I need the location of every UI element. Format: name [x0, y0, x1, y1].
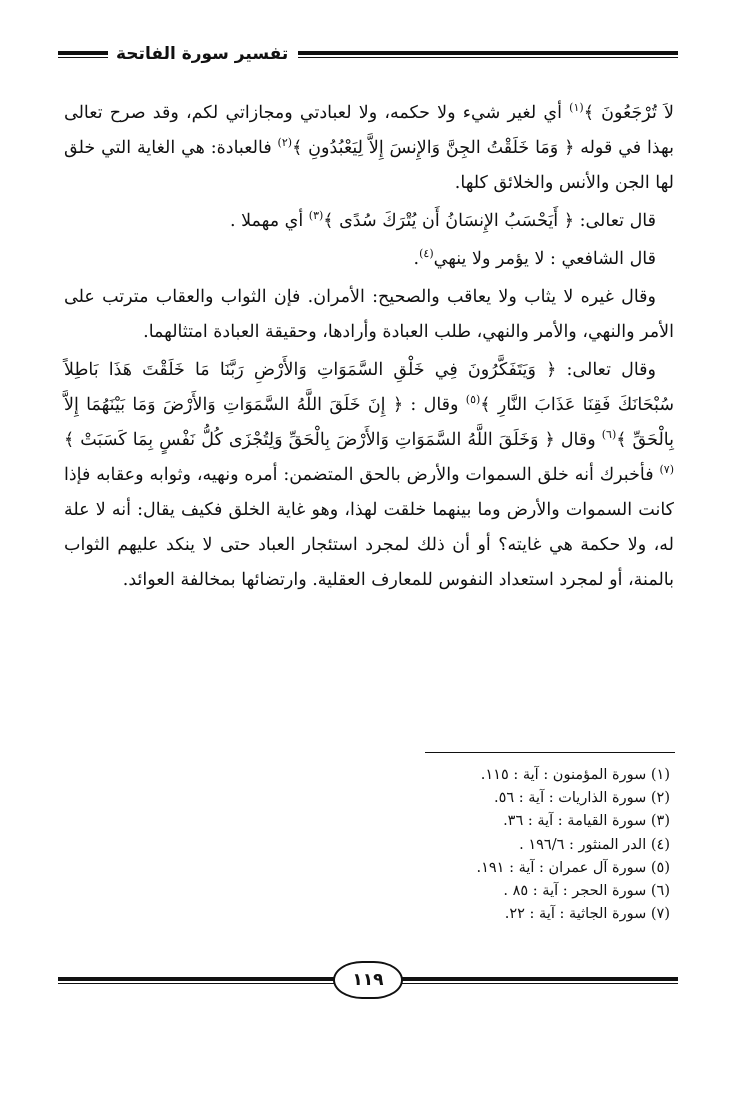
page-footer — [58, 962, 678, 998]
body-text: فأخبرك أنه خلق السموات والأرض بالحق المتضمن: أمره ونهيه، وثوابه وعقابه فإذا كانت السموات والأرض وما بينهما خلقت لهذا، وهو غاية الخلق فكيف يقال: أنه لا علة له، ولا حكمة هي غايته؟ أو أن ذلك لمجرد استئجار العباد حتى لا ينكد عليهم الثواب بالمنة، أو لمجرد استعداد النفوس للمعارف العقلية. وارتضائها بمخالفة العوائد. — [64, 465, 674, 590]
footnote-marker: (٤) — [419, 247, 434, 261]
footnote-separator — [425, 752, 675, 753]
paragraph-1 — [64, 96, 674, 201]
quran-verse: ﴿ إِنَ خَلَقَ اللَّهُ السَّمَوَاتِ وَالأَرْضَ وَمَا بَيْنَهُمَا إِلاَّ بِالْحَقِّ ﴾ — [64, 395, 674, 450]
paragraph-2 — [64, 204, 674, 239]
footnote-marker: (٦) — [601, 428, 617, 442]
footnote-marker: (٢) — [277, 136, 293, 150]
body-text: وقال تعالى: — [556, 360, 656, 380]
footnote-item: (٣) سورة القيامة : آية : ٣٦. — [503, 813, 670, 830]
body-text: قال الشافعي : لا يؤمر ولا ينهي — [433, 249, 656, 269]
quran-verse: لاَ تُرْجَعُونَ ﴾ — [583, 103, 674, 123]
footnote-item: (٤) الدر المنثور : ١٩٦/٦ . — [519, 836, 670, 853]
footnote-marker: (٣) — [308, 209, 324, 223]
paragraph-3 — [64, 242, 674, 277]
paragraph-4: وقال غيره لا يثاب ولا يعاقب والصحيح: الأمران. فإن الثواب والعقاب مترتب على الأمر والنهي، والأمر والنهي، طلب العبادة وأرادها، وحقيقة العبادة امتثالهما. — [64, 287, 674, 342]
footnote-item: (٥) سورة آل عمران : آية : ١٩١. — [476, 859, 670, 876]
footnote-item: (٦) سورة الحجر : آية : ٨٥ . — [503, 883, 670, 900]
body-text: فالعبادة: هي الغاية التي خلق لها الجن والأنس والخلائق كلها. — [64, 138, 674, 193]
quran-verse: ﴿ أَيَحْسَبُ الإِنسَانُ أَن يُتْرَكَ سُدًى ﴾ — [323, 211, 574, 231]
page-number: ١١٩ — [333, 961, 403, 999]
footnote-item: (١) سورة المؤمنون : آية : ١١٥. — [480, 767, 670, 783]
footnote-marker: (٧) — [659, 463, 674, 477]
footnote-marker: (٥) — [465, 393, 481, 407]
running-title: تفسير سورة الفاتحة — [116, 44, 289, 64]
body-text: أي مهملا . — [229, 211, 309, 231]
header-rule-long — [298, 51, 678, 58]
body-text: وقال — [554, 430, 602, 450]
main-text — [64, 96, 674, 601]
footnotes — [64, 764, 670, 926]
body-text: وقال : — [403, 395, 466, 415]
footer-rule-right — [401, 977, 678, 984]
page-header — [58, 40, 678, 68]
quran-verse: ﴿ وَمَا خَلَقْتُ الجِنَّ وَالإِنسَ إِلاَّ لِيَعْبُدُونِ ﴾ — [292, 138, 575, 158]
header-rule-short — [58, 51, 108, 58]
paragraph-5 — [64, 353, 674, 598]
footnote-marker: (١) — [569, 101, 584, 115]
body-text: . — [413, 249, 420, 269]
quran-verse: ﴿ وَيَتَفَكَّرُونَ فِي خَلْقِ السَّمَوَاتِ وَالأَرْضِ رَبَّنَا مَا خَلَقْتَ هَذَا بَاطِلاً سُبْحَانَكَ فَقِنَا عَذَابَ النَّارِ ﴾ — [64, 360, 675, 415]
footnote-item: (٢) سورة الذاريات : آية : ٥٦. — [493, 790, 670, 807]
quran-verse: ﴿ وَخَلَقَ اللَّهُ السَّمَوَاتِ وَالأَرْضَ بِالْحَقِّ وَلِتُجْزَى كُلُّ نَفْسٍ بِمَا كَسَبَتْ ﴾ — [64, 430, 555, 450]
footer-rule-left — [58, 977, 335, 984]
body-text: أي لغير شيء ولا حكمه، ولا لعبادتي ومجازاتي لكم، وقد صرح تعالى بهذا في قوله — [64, 103, 674, 158]
body-text: قال تعالى: — [574, 211, 656, 231]
footnote-item: (٧) سورة الجاثية : آية : ٢٢. — [504, 906, 670, 923]
